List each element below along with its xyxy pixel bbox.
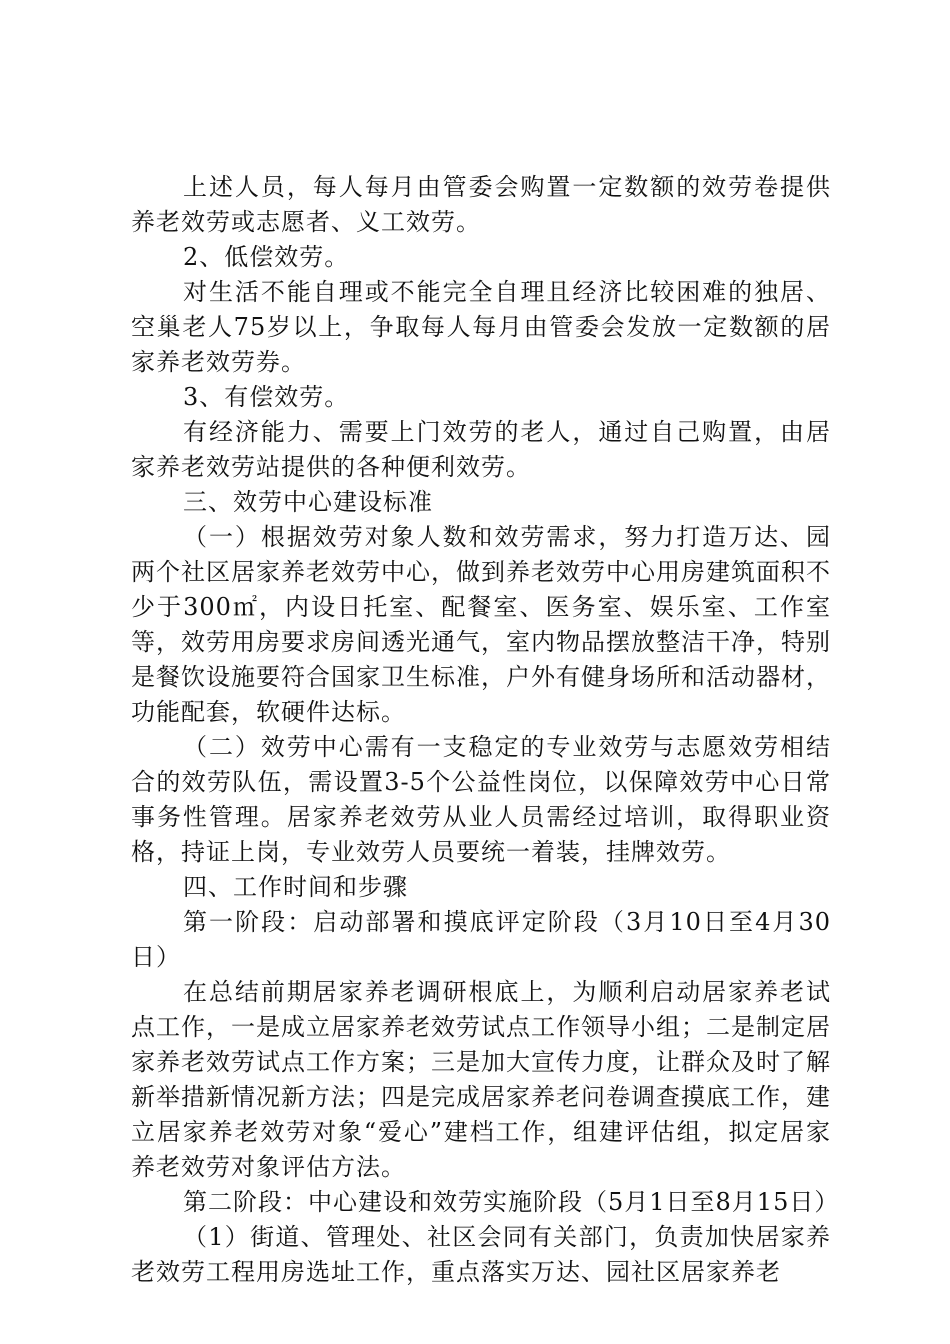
paragraph: 有经济能力、需要上门效劳的老人，通过自己购置，由居家养老效劳站提供的各种便利效劳。 — [131, 418, 831, 481]
section-heading: 四、工作时间和步骤 — [183, 873, 408, 901]
paragraph: （二）效劳中心需有一支稳定的专业效劳与志愿效劳相结合的效劳队伍，需设置3-5个公益性岗位，以保障效劳中心日常事务性管理。居家养老效劳从业人员需经过培训，取得职业资格，持证上岗，专业效劳人员要统一着装，挂牌效劳。 — [131, 733, 831, 866]
paragraph: 上述人员，每人每月由管委会购置一定数额的效劳卷提供养老效劳或志愿者、义工效劳。 — [131, 173, 831, 236]
paragraph: 第二阶段：中心建设和效劳实施阶段（5月1日至8月15日） — [183, 1188, 840, 1216]
paragraph: 2、低偿效劳。 — [183, 243, 350, 271]
paragraph: 对生活不能自理或不能完全自理且经济比较困难的独居、空巢老人75岁以上，争取每人每月由管委会发放一定数额的居家养老效劳券。 — [131, 278, 831, 376]
paragraph: （1）街道、管理处、社区会同有关部门，负责加快居家养老效劳工程用房选址工作，重点落实万达、园社区居家养老 — [131, 1223, 831, 1286]
document-body — [131, 170, 840, 1290]
section-heading: 三、效劳中心建设标准 — [183, 488, 433, 516]
paragraph: 3、有偿效劳。 — [183, 383, 350, 411]
paragraph: 第一阶段：启动部署和摸底评定阶段（3月10日至4月30日） — [131, 908, 831, 971]
paragraph: （一）根据效劳对象人数和效劳需求，努力打造万达、园两个社区居家养老效劳中心，做到养老效劳中心用房建筑面积不少于300㎡，内设日托室、配餐室、医务室、娱乐室、工作室等，效劳用房要求房间透光通气，室内物品摆放整洁干净，特别是餐饮设施要符合国家卫生标准，户外有健身场所和活动器材，功能配套，软硬件达标。 — [131, 523, 831, 726]
paragraph: 在总结前期居家养老调研根底上，为顺利启动居家养老试点工作，一是成立居家养老效劳试点工作领导小组；二是制定居家养老效劳试点工作方案；三是加大宣传力度，让群众及时了解新举措新情况新方法；四是完成居家养老问卷调查摸底工作，建立居家养老效劳对象“爱心”建档工作，组建评估组，拟定居家养老效劳对象评估方法。 — [131, 978, 831, 1181]
